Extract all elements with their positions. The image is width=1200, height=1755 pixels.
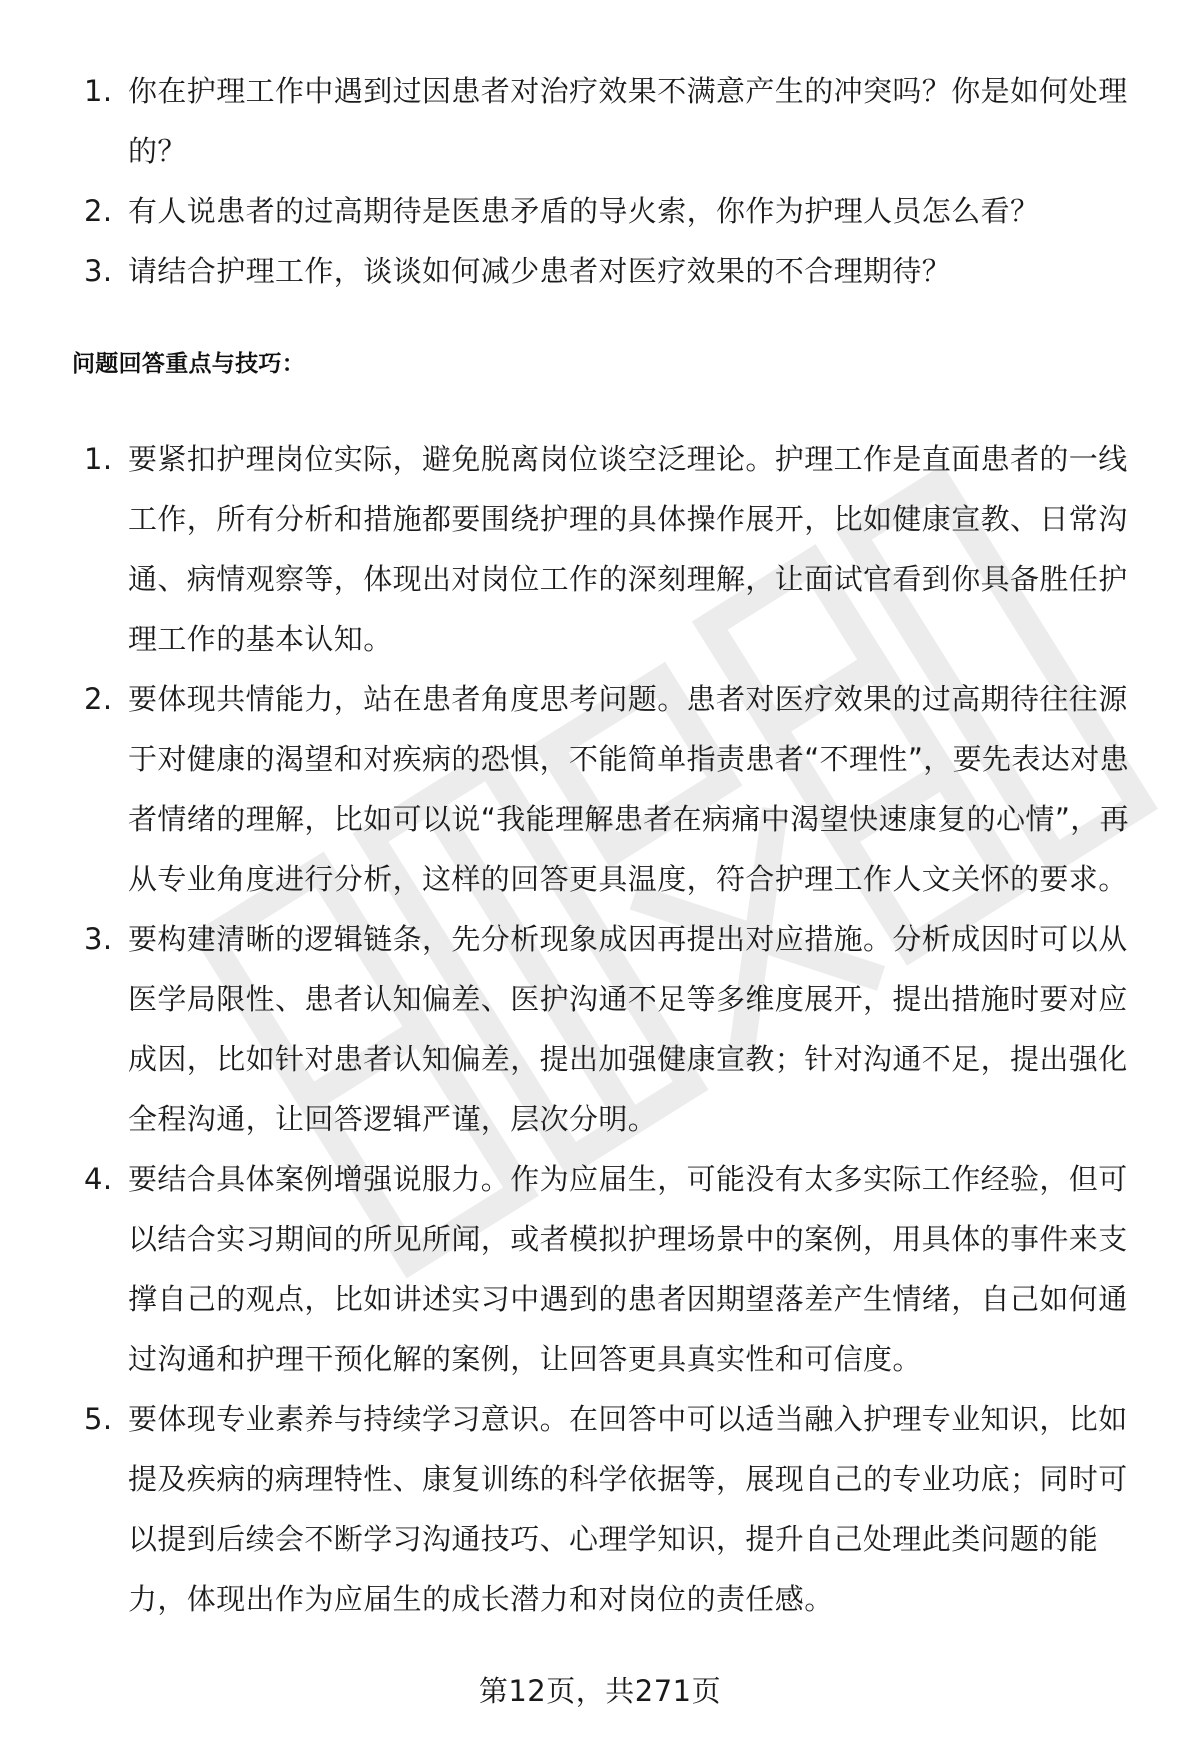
question-text: 你在护理工作中遇到过因患者对治疗效果不满意产生的冲突吗？你是如何处理的？ bbox=[128, 74, 1128, 168]
answer-tip-number: 2. bbox=[84, 682, 113, 716]
answer-tip-text: 要体现专业素养与持续学习意识。在回答中可以适当融入护理专业知识，比如提及疾病的病理特性、康复训练的科学依据等，展现自己的专业功底；同时可以提到后续会不断学习沟通技巧、心理学知识，提升自己处理此类问题的能力，体现出作为应届生的成长潜力和对岗位的责任感。 bbox=[128, 1402, 1128, 1616]
question-number: 3. bbox=[84, 254, 113, 288]
section-heading: 问题回答重点与技巧： bbox=[72, 351, 305, 377]
answer-tip-text: 要结合具体案例增强说服力。作为应届生，可能没有太多实际工作经验，但可以结合实习期间的所见所闻，或者模拟护理场景中的案例，用具体的事件来支撑自己的观点，比如讲述实习中遇到的患者因期望落差产生情绪，自己如何通过沟通和护理干预化解的案例，让回答更具真实性和可信度。 bbox=[128, 1162, 1128, 1376]
question-text: 请结合护理工作，谈谈如何减少患者对医疗效果的不合理期待？ bbox=[128, 254, 952, 288]
question-item bbox=[0, 241, 1200, 301]
question-text: 有人说患者的过高期待是医患矛盾的导火索，你作为护理人员怎么看？ bbox=[128, 194, 1040, 228]
answer-tip-item bbox=[0, 1389, 1200, 1629]
page-number-footer: 第12页，共271页 bbox=[478, 1674, 722, 1708]
answer-tips-list bbox=[0, 429, 1200, 1629]
answer-tip-number: 3. bbox=[84, 922, 113, 956]
question-list bbox=[0, 61, 1200, 301]
question-number: 2. bbox=[84, 194, 113, 228]
question-item bbox=[0, 61, 1200, 181]
answer-tip-number: 1. bbox=[84, 442, 113, 476]
answer-tip-number: 5. bbox=[84, 1402, 113, 1436]
answer-tip-number: 4. bbox=[84, 1162, 113, 1196]
answer-tip-item bbox=[0, 429, 1200, 669]
question-number: 1. bbox=[84, 74, 113, 108]
answer-tip-text: 要体现共情能力，站在患者角度思考问题。患者对医疗效果的过高期待往往源于对健康的渴望和对疾病的恐惧，不能简单指责患者“不理性”，要先表达对患者情绪的理解，比如可以说“我能理解患者在病痛中渴望快速康复的心情”，再从专业角度进行分析，这样的回答更具温度，符合护理工作人文关怀的要求。 bbox=[128, 682, 1130, 896]
answer-tip-text: 要构建清晰的逻辑链条，先分析现象成因再提出对应措施。分析成因时可以从医学局限性、患者认知偏差、医护沟通不足等多维度展开，提出措施时要对应成因，比如针对患者认知偏差，提出加强健康宣教；针对沟通不足，提出强化全程沟通，让回答逻辑严谨，层次分明。 bbox=[128, 922, 1128, 1136]
answer-tip-item bbox=[0, 1149, 1200, 1389]
answer-tip-text: 要紧扣护理岗位实际，避免脱离岗位谈空泛理论。护理工作是直面患者的一线工作，所有分析和措施都要围绕护理的具体操作展开，比如健康宣教、日常沟通、病情观察等，体现出对岗位工作的深刻理解，让面试官看到你具备胜任护理工作的基本认知。 bbox=[128, 442, 1128, 656]
answer-tip-item bbox=[0, 909, 1200, 1149]
answer-tip-item bbox=[0, 669, 1200, 909]
question-item bbox=[0, 181, 1200, 241]
